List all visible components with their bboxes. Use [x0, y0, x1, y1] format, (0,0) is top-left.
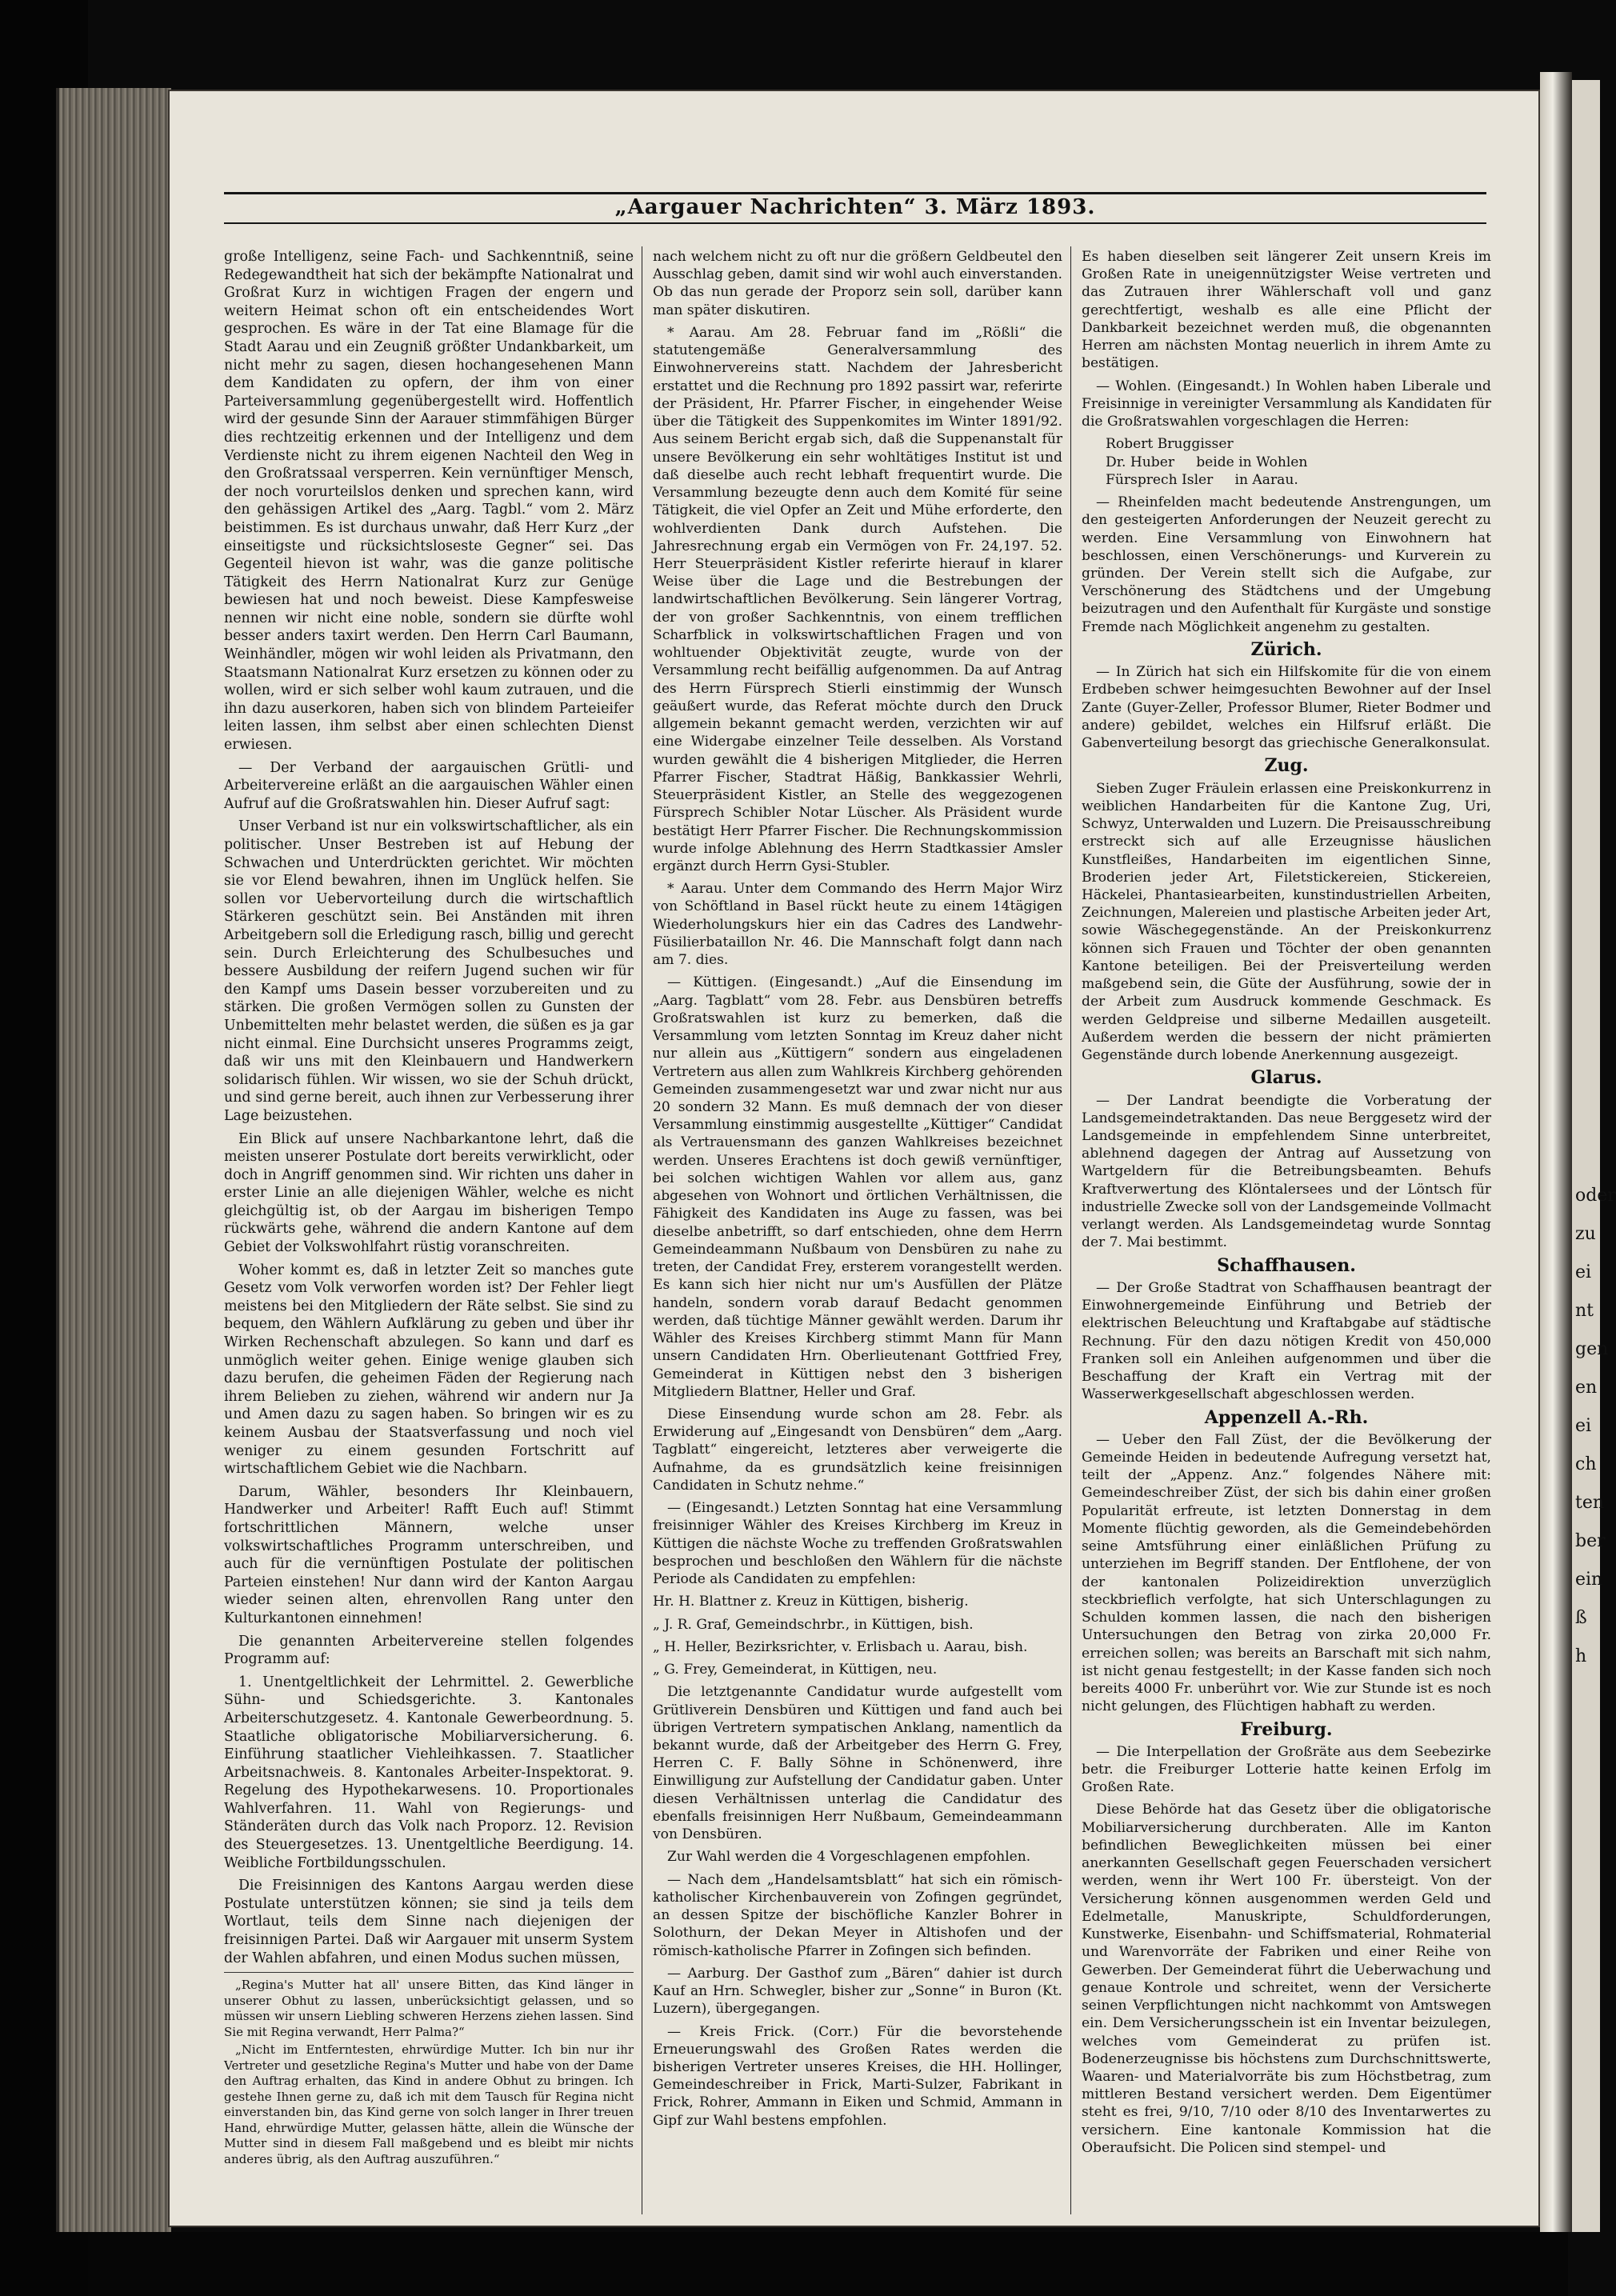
article-paragraph: * Aarau. Am 28. Februar fand im „Rößli“ die statutengemäße Generalversammlung des Einwohnervereins statt. Nachdem der Jahresbericht erstattet und die Rechnung pro 1892 passirt war, referirte der Präsident, Hr. Pfarrer Fischer, in eingehender Weise über die Tätigkeit des Suppenkomites im Winter 1891/92. Aus seinem Bericht ergab sich, daß die Suppenanstalt für unsere Bevölkerung ein sehr wohltätiges Institut ist und daß dieselbe auch recht lebhaft frequentirt wurde. Die Versammlung bezeugte denn auch dem Komité für seine Tätigkeit, die viel Opfer an Zeit und Mühe erforderte, den wohlverdienten Dank durch Aufstehen. Die Jahresrechnung ergab ein Vermögen von Fr. 24,197. 52. Herr Steuerpräsident Kistler referirte hierauf in klarer Weise über die Lage und die Bestrebungen der landwirtschaftlichen Bevölkerung. Sein längerer Vortrag, der von großer Sachkenntnis, von einem trefflichen Scharfblick in volkswirtschaftlichen Fragen und von wohltuender Objektivität zeugte, wurde von der Versammlung recht beifällig aufgenommen. Da auf Antrag des Herrn Fürsprech Stierli einstimmig der Wunsch geäußert wurde, das Referat möchte durch den Druck allgemein bekannt gemacht werden, verzichten wir auf eine Widergabe einzelner Teile desselben. Als Vorstand wurden gewählt die 4 bisherigen Mitglieder, die Herren Pfarrer Fischer, Stadtrat Häßig, Bankkassier Wehrli, Steuerpräsident Kistler, an Stelle des weggezogenen Fürsprech Schibler Notar Lüscher. Als Präsident wurde bestätigt Herr Pfarrer Fischer. Die Rechnungskommission wurde infolge Ablehnung des Herrn Stadtkassier Amsler ergänzt durch Herrn Gysi-Stubler. — [653, 324, 1062, 874]
next-page-text-fragment: ten — [1575, 1493, 1605, 1513]
candidate-line: „ H. Heller, Bezirksrichter, v. Erlisbach u. Aarau, bish. — [653, 1638, 1028, 1655]
feuilleton — [224, 1978, 634, 2167]
next-page-text-fragment: h — [1575, 1646, 1587, 1666]
header-rule-bottom — [224, 222, 1486, 224]
program-list: 1. Unentgeltlichkeit der Lehrmittel. 2. Gewerbliche Sühn- und Schiedsgerichte. 3. Kantonales Arbeiterschutzgesetz. 4. Kantonale Gewerbeordnung. 5. Staatliche obligatorische Mobiliarversicherung. 6. Einführung staatlicher Viehleihkassen. 7. Staatlicher Arbeitsnachweis. 8. Kantonales Arbeiter-Inspektorat. 9. Regelung des Hypothekarwesens. 10. Proportionales Wahlverfahren. 11. Wahl von Regierungs- und Ständeräten durch das Volk nach Proporz. 12. Revision des Steuergesetzes. 13. Unentgeltliche Beerdigung. 14. Weibliche Fortbildungsschulen. — [224, 1674, 634, 1871]
candidate-note: beide in Wohlen — [1196, 454, 1308, 470]
candidate-name: Robert Bruggisser — [1106, 436, 1234, 453]
candidate-names — [1106, 435, 1491, 489]
section-heading: Glarus. — [1250, 1067, 1322, 1089]
article-paragraph: Es haben dieselben seit längerer Zeit unsern Kreis im Großen Rate in uneigennützigster Weise vertreten und das Zutrauen ihrer Wählerschaft voll und ganz gerechtfertigt, weshalb es alle eine Pflicht der Dankbarkeit bezeichnet werden muß, die obgenannten Herren am nächsten Montag neuerlich in ihrem Amte zu bestätigen. — [1082, 249, 1491, 372]
article-paragraph: Die Freisinnigen des Kantons Aargau werden diese Postulate unterstützen können; sie sind ja teils dem Wortlaut, teils dem Sinne nach diejenigen der freisinnigen Partei. Daß wir Aargauer mit unserm System der Wahlen abfahren, und einen Modus suchen müssen, — [224, 1878, 634, 1966]
section-heading: Appenzell A.-Rh. — [1204, 1406, 1369, 1428]
next-page-text-fragment: ch — [1575, 1454, 1597, 1474]
next-page-text-fragment: nt — [1575, 1301, 1594, 1321]
section-heading: Schaffhausen. — [1217, 1254, 1356, 1276]
article-paragraph: — Der Große Stadtrat von Schaffhausen beantragt der Einwohnergemeinde Einführung und Betrieb der elektrischen Beleuchtung und Kraftabgabe auf städtische Rechnung. Für den dazu nötigen Kredit von 450,000 Franken soll ein Anleihen aufgenommen und über die Beschaffung der Kraft ein Vertrag mit der Wasserwerkgesellschaft abgeschlossen werden. — [1082, 1279, 1491, 1403]
article-paragraph: — Aarburg. Der Gasthof zum „Bären“ dahier ist durch Kauf an Hrn. Schwegler, bisher zur „Sonne“ in Buron (Kt. Luzern), übergegangen. — [653, 1965, 1062, 2018]
candidate-name: Fürsprech Isler — [1106, 471, 1214, 488]
next-page-fragment — [1572, 80, 1616, 2232]
next-page-text-fragment: ei — [1575, 1416, 1592, 1436]
candidate-line: Hr. H. Blattner z. Kreuz in Küttigen, bisherig. — [653, 1594, 969, 1610]
next-page-text-fragment: oder — [1575, 1186, 1616, 1206]
article-paragraph: Sieben Zuger Fräulein erlassen eine Preiskonkurrenz in weiblichen Handarbeiten für die Kantone Zug, Uri, Schwyz, Unterwalden und Luzern. Die Preisausschreibung erstreckt sich auf alle Erzeugnisse häuslichen Kunstfleißes, Handarbeiten im eigentlichen Sinne, Broderien jeder Art, Filetstickereien, Stickereien, Häckelei, Phantasiearbeiten, kunstindustriellen Arbeiten, Zeichnungen, Malereien und plastische Arbeiten jeder Art, sowie Wäschegegenstände. An der Preiskonkurrenz können sich Frauen und Töchter der oben genannten Kantone beteiligen. Bei der Preisverteilung werden maßgebend sein, die Güte der Ausführung, sowie der in der Arbeit zum Ausdruck kommende Geschmack. Es werden Geldpreise und silberne Medaillen ausgeteilt. Außerdem werden die bessern der nicht prämierten Gegenstände durch lobende Anerkennung ausgezeigt. — [1082, 780, 1491, 1064]
section-heading: Freiburg. — [1240, 1718, 1333, 1740]
candidate-name: Dr. Huber — [1106, 454, 1175, 470]
article-paragraph: — Der Verband der aargauischen Grütli- und Arbeitervereine erläßt an die aargauischen Wähler einen Aufruf auf die Großratswahlen hin. Dieser Aufruf sagt: — [224, 759, 634, 812]
column-left — [224, 248, 634, 2170]
article-paragraph: — Kreis Frick. (Corr.) Für die bevorstehende Erneuerungswahl des Großen Rates werden die bisherigen Vertreter unseres Kreises, die HH. Hollinger, Gemeindeschreiber in Frick, Marti-Sulzer, Fabrikant in Frick, Rohrer, Ammann in Eiken und Schmid, Ammann in Gipf zur Wahl bestens empfohlen. — [653, 2023, 1062, 2129]
article-paragraph: Woher kommt es, daß in letzter Zeit so manches gute Gesetz vom Volk verworfen worden ist? Der Fehler liegt meistens bei den Mitgliedern der Räte selbst. Sie sind zu bequem, den Wählern Aufklärung zu geben und über ihr Wirken Rechenschaft abzulegen. So kann und darf es unmöglich weiter gehen. Einige wenige glauben sich dazu berufen, die geheimen Fäden der Regierung nach ihrem Belieben zu ziehen, während wir andern nur Ja und Amen dazu zu sagen haben. So bringen wir es zu keinem Ausbau der Staatsverfassung und noch viel weniger zu einem gesunden Fortschritt auf wirtschaftlichem Gebiet wie die Nachbarn. — [224, 1262, 634, 1478]
article-paragraph: — Der Landrat beendigte die Vorberatung der Landsgemeindetraktanden. Das neue Berggesetz wird der Landsgemeinde in empfehlendem Sinne unterbreitet, ablehnend dagegen der Antrag auf Aussetzung von Wartgeldern für die Betreibungsbeamten. Behufs Kraftverwertung des Klöntalersees und der Löntsch für industrielle Zwecke soll von der Landsgemeinde Vollmacht verlangt werden. Als Landsgemeindetag wurde Sonntag der 7. Mai bestimmt. — [1082, 1092, 1491, 1251]
article-paragraph: — (Eingesandt.) Letzten Sonntag hat eine Versammlung freisinniger Wähler des Kreises Kirchberg im Kreuz in Küttigen die nächste Woche zu treffenden Großratswahlen besprochen und beschloßen den Wählern für die nächste Periode als Candidaten zu empfehlen: — [653, 1500, 1062, 1588]
next-page-text-fragment: ber — [1575, 1531, 1606, 1551]
next-page-text-fragment: ei — [1575, 1262, 1592, 1282]
candidate-note: in Aarau. — [1234, 471, 1298, 488]
article-paragraph: Die letztgenannte Candidatur wurde aufgestellt vom Grütliverein Densbüren und Küttigen und fand auch bei übrigen Vertretern sympatischen Anklang, namentlich da bekannt wurde, daß der Arbeitgeber des Herrn G. Frey, Herren C. F. Bally Söhne in Schönenwerd, ihre Einwilligung zur Aufstellung der Candidatur gaben. Unter diesen Verhältnissen unterlag die Candidatur des ebenfalls freisinnigen Herr Nußbaum, Gemeindeammann von Densbüren. — [653, 1684, 1062, 1843]
article-paragraph: * Aarau. Unter dem Commando des Herrn Major Wirz von Schöftland in Basel rückt heute zu einem 14tägigen Wiederholungskurs hier ein das Cadres des Landwehr-Füsilierbataillon Nr. 46. Die Mannschaft folgt dann nach am 7. dies. — [653, 881, 1062, 969]
next-page-text-fragment: gen — [1575, 1339, 1609, 1359]
feuilleton-paragraph: „Nicht im Entferntesten, ehrwürdige Mutter. Ich bin nur ihr Vertreter und gesetzliche Regina's Mutter und habe von der Dame den Auftrag erhalten, das Kind in andere Obhut zu bringen. Ich gestehe Ihnen gerne zu, daß ich mit dem Tausch für Regina nicht einverstanden bin, das Kind gerne von solch langer in Ihrer treuen Hand, ehrwürdige Mutter, gelassen hätte, allein die Wünsche der Mutter sind in diesem Fall maßgebend und es bleibt mir nichts anderes übrig, als den Auftrag auszuführen.“ — [224, 2042, 634, 2166]
article-paragraph: — Ueber den Fall Züst, der die Bevölkerung der Gemeinde Heiden in bedeutende Aufregung versetzt hat, teilt der „Appenz. Anz.“ folgendes Nähere mit: Gemeindeschreiber Züst, der sich bis dahin einer großen Popularität erfreute, ist letzten Donnerstag in dem Momente flüchtig geworden, als die Gemeindebehörden seine Amtsführung einer einläßlichen Prüfung zu unterziehen im Begriff standen. Der Entflohene, der von der kantonalen Polizeidirektion unverzüglich steckbrieflich verfolgte, hat sich Unterschlagungen zu Schulden kommen lassen, die nach den bisherigen Untersuchungen den Betrag von zirka 20,000 Fr. erreichen sollen; was bereits an Barschaft mit sich nahm, ist nicht genau festgestellt; in der Kasse fanden sich noch bereits 4000 Fr. unberührt vor. Wie zur Stunde ist es noch nicht gelungen, des Flüchtigen habhaft zu werden. — [1082, 1431, 1491, 1715]
next-page-text-fragment: ß — [1575, 1608, 1587, 1628]
article-paragraph: — Rheinfelden macht bedeutende Anstrengungen, um den gesteigerten Anforderungen der Neuzeit gerecht zu werden. Eine Versammlung von Einwohnern hat beschlossen, einen Verschönerungs- und Kurverein zu gründen. Der Verein stellt sich die Aufgabe, zur Verschönerung des Städtchens und der Umgebung beizutragen und den Aufenthalt für Kurgäste und sonstige Fremde nach Möglichkeit angenehm zu gestalten. — [1082, 494, 1491, 635]
page-stack-edge — [56, 88, 171, 2232]
next-page-text-fragment: zu — [1575, 1224, 1596, 1244]
section-heading: Zug. — [1264, 755, 1309, 777]
column-right — [1082, 248, 1491, 2162]
page-title: „Aargauer Nachrichten“ 3. März 1893. — [614, 195, 1096, 219]
article-paragraph: — Wohlen. (Eingesandt.) In Wohlen haben Liberale und Freisinnige in vereinigter Versammlung als Kandidaten für die Großratswahlen vorgeschlagen die Herren: — [1082, 378, 1491, 430]
next-page-text-fragment: en — [1575, 1378, 1598, 1398]
feuilleton-paragraph: „Regina's Mutter hat all' unsere Bitten, das Kind länger in unserer Obhut zu lassen, unberücksichtigt gelassen, und so müssen wir unsern Liebling schweren Herzens ziehen lassen. Sind Sie mit Regina verwandt, Herr Palma?“ — [224, 1978, 634, 2039]
book-bottom-edge — [88, 2232, 1568, 2296]
gutter-shadow — [1540, 72, 1572, 2232]
article-paragraph: — Die Interpellation der Großräte aus dem Seebezirke betr. die Freiburger Lotterie hatte keinen Erfolg im Großen Rate. — [1082, 1743, 1491, 1796]
article-paragraph: Zur Wahl werden die 4 Vorgeschlagenen empfohlen. — [667, 1849, 1031, 1866]
article-paragraph: Darum, Wähler, besonders Ihr Kleinbauern, Handwerker und Arbeiter! Rafft Euch auf! Stimmt fortschrittlichen Männern, welche unser volkswirtschaftliches Programm unterschreiben, und auch für die vernünftigen Postulate der politischen Parteien einstehen! Nur dann wird der Kanton Aargau wieder seinen alten, ehrenvollen Rang unter den Kulturkantonen einnehmen! — [224, 1483, 634, 1626]
article-paragraph: Ein Blick auf unsere Nachbarkantone lehrt, daß die meisten unserer Postulate dort bereits verwirklicht, oder doch in Angriff genommen sind. Wir richten uns daher in erster Linie an alle diejenigen Wähler, welche es nicht gleichgültig ist, ob der Aargau im bisherigen Tempo rückwärts gehe, während die andern Kantone auf dem Gebiet der Volkswohlfahrt rüstig voranschreiten. — [224, 1130, 634, 1256]
article-paragraph: Die genannten Arbeitervereine stellen folgendes Programm auf: — [224, 1633, 634, 1668]
page-header — [224, 192, 1486, 224]
feuilleton-rule — [224, 1972, 634, 1973]
article-paragraph: — Küttigen. (Eingesandt.) „Auf die Einsendung im „Aarg. Tagblatt“ vom 28. Febr. aus Densbüren betreffs Großratswahlen ist kurz zu bemerken, daß die Versammlung vom letzten Sonntag im Kreuz daher nicht nur allein aus „Küttigern“ sondern aus eingeladenen Vertretern aus allen zum Wahlkreis Kirchberg gehörenden Gemeinden zusammengesetzt war und zwar nicht nur aus 20 sondern 32 Mann. Es muß demnach der von dieser Versammlung einstimmig ausgestellte „Küttiger“ Candidat als Vertrauensmann des ganzen Wahlkreises bezeichnet werden. Unseres Erachtens ist doch gewiß vernünftiger, bei solchen wichtigen Wahlen vor allem aus, ganz abgesehen von Wohnort und örtlichen Verhältnissen, die Fähigkeit des Kandidaten ins Auge zu fassen, was bei dieselbe anbetrifft, so darf entschieden, ohne dem Herrn Gemeindeammann Nußbaum von Densbüren zu nahe zu treten, der Candidat Frey, ersterem vorangestellt werden. Es kann sich hier nicht nur um's Ausfüllen der Plätze handeln, sondern vorab darauf Bedacht genommen werden, daß tüchtige Männer gewählt werden. Darum ihr Wähler des Kreises Kirchberg stimmt Mann für Mann unsern Candidaten Hrn. Oberlieutenant Gottfried Frey, Gemeinderat in Küttigen nebst den 3 bisherigen Mitgliedern Blattner, Heller und Graf. — [653, 974, 1062, 1400]
article-paragraph: — In Zürich hat sich ein Hilfskomite für die von einem Erdbeben schwer heimgesuchten Bewohner auf der Insel Zante (Guyer-Zeller, Professor Blumer, Rieter Bodmer und andere) gebildet, welches ein Hilfsruf erläßt. Die Gabenverteilung besorgt das griechische Generalkonsulat. — [1082, 664, 1491, 752]
column-divider — [1070, 246, 1071, 2214]
article-paragraph: — Nach dem „Handelsamtsblatt“ hat sich ein römisch-katholischer Kirchenbauverein von Zofingen gegründet, an dessen Spitze der bischöfliche Kanzler Bohrer in Solothurn, der Dekan Meyer in Altishofen und der römisch-katholische Pfarrer in Zofingen sich befinden. — [653, 1871, 1062, 1959]
article-paragraph: nach welchem nicht zu oft nur die größern Geldbeutel den Ausschlag geben, damit sind wir wohl auch einverstanden. Ob das nun gerade der Proporz sein soll, darüber kann man später diskutiren. — [653, 249, 1062, 318]
column-middle — [653, 248, 1062, 2134]
newspaper-page — [168, 90, 1540, 2227]
article-paragraph: Diese Einsendung wurde schon am 28. Febr. als Erwiderung auf „Eingesandt von Densbüren“ dem „Aarg. Tagblatt“ eingereicht, letzteres aber verweigerte die Aufnahme, da es grundsätzlich keine freisinnigen Candidaten in Schutz nehme.“ — [653, 1406, 1062, 1494]
article-paragraph: Unser Verband ist nur ein volkswirtschaftlicher, als ein politischer. Unser Bestreben ist auf Hebung der Schwachen und Unterdrückten gerichtet. Wir möchten sie vor Elend bewahren, ihnen im Unglück helfen. Sie sollen vor Uebervorteilung durch die wirtschaftlich Stärkeren geschützt sein. Bei Anständen mit ihren Arbeitgebern soll die Erledigung rasch, billig und gerecht sein. Durch Erleichterung des Schulbesuches und bessere Ausbildung der reifern Jugend suchen wir für den Kampf ums Dasein besser vorzubereiten und zu stärken. Die großen Vermögen sollen zu Gunsten der Unbemittelten mehr belastet werden, die süßen es ja gar nicht einmal. Eine Durchsicht unseres Programms zeigt, daß wir uns mit den Kleinbauern und Handwerkern solidarisch fühlen. Wir wissen, wo sie der Schuh drückt, und sind gerne bereit, auch ihnen zur Verbesserung ihrer Lage beizustehen. — [224, 818, 634, 1124]
next-page-text-fragment: ein — [1575, 1570, 1603, 1590]
candidate-line: „ J. R. Graf, Gemeindschrbr., in Küttigen, bish. — [653, 1616, 974, 1633]
candidate-line: „ G. Frey, Gemeinderat, in Küttigen, neu. — [653, 1662, 938, 1678]
article-paragraph: große Intelligenz, seine Fach- und Sachkenntniß, seine Redegewandtheit hat sich der bekämpfte Nationalrat und Großrat Kurz in wichtigen Fragen der engern und weitern Heimat schon oft ein entscheidendes Wort gesprochen. Es wäre in der Tat eine Blamage für die Stadt Aarau und ein Zeugniß größter Undankbarkeit, um nicht mehr zu sagen, diesen hochangesehenen Mann dem Kandidaten zu opfern, der ihm von einer Parteiversammlung gegenübergestellt wird. Hoffentlich wird der gesunde Sinn der Aarauer stimmfähigen Bürger dies rechtzeitig erkennen und der Intelligenz und dem Verdienste nicht zu ihrem eigenen Nachteil den Weg in den Großratssaal versperren. Kein vernünftiger Mensch, der noch vorurteilslos denken und sprechen kann, wird den gehässigen Artikel des „Aarg. Tagbl.“ vom 2. März beistimmen. Es ist durchaus unwahr, daß Herr Kurz „der einseitigste und rücksichtsloseste Gegner“ sei. Das Gegenteil hievon ist wahr, was die ganze politische Tätigkeit des Herrn Nationalrat Kurz zur Genüge bewiesen hat und noch beweist. Diese Kampfesweise nennen wir nicht eine noble, sondern sie dürfte wohl besser anders taxirt werden. Den Herrn Carl Baumann, Weinhändler, mögen wir wohl leiden als Privatmann, den Staatsmann Nationalrat Kurz ersetzen zu können oder zu wollen, wird er sich selber wohl kaum zutrauen, und die ihn dazu auserkoren, haben sich von blindem Parteieifer leiten lassen, ihm selbst aber einen schlechten Dienst erwiesen. — [224, 249, 634, 754]
article-paragraph: Diese Behörde hat das Gesetz über die obligatorische Mobiliarversicherung durchberaten. Alle im Kanton befindlichen Beweglichkeiten müssen bei einer anerkannten Gesellschaft gegen Feuerschaden versichert werden, wenn ihr Wert 100 Fr. übersteigt. Von der Versicherung können ausgenommen werden Geld und Edelmetalle, Manuskripte, Schuldforderungen, Kunstwerke, Eisenbahn- und Schiffsmaterial, Rohmaterial und Warenvorräte der Fabriken und einer Reihe von Gewerben. Der Gemeinderat führt die Ueberwachung und genaue Kontrole und schreitet, wenn der Versicherte seinen Verpflichtungen nicht nachkommt von Amtswegen ein. Dem Versicherungsschein ist ein Inventar beizulegen, welches vom Gemeinderat zu prüfen ist. Bodenerzeugnisse bis höchstens zum Durchschnittswerte, Waaren- und Materialvorräte bis zum Höchstbetrag, zum mittleren Bestand versichert werden. Dem Eigentümer steht es frei, 9/10, 7/10 oder 8/10 des Inventarwertes zu versichern. Eine kantonale Kommission hat die Oberaufsicht. Die Policen sind stempel- und — [1082, 1802, 1491, 2156]
section-heading: Zürich. — [1250, 638, 1322, 660]
